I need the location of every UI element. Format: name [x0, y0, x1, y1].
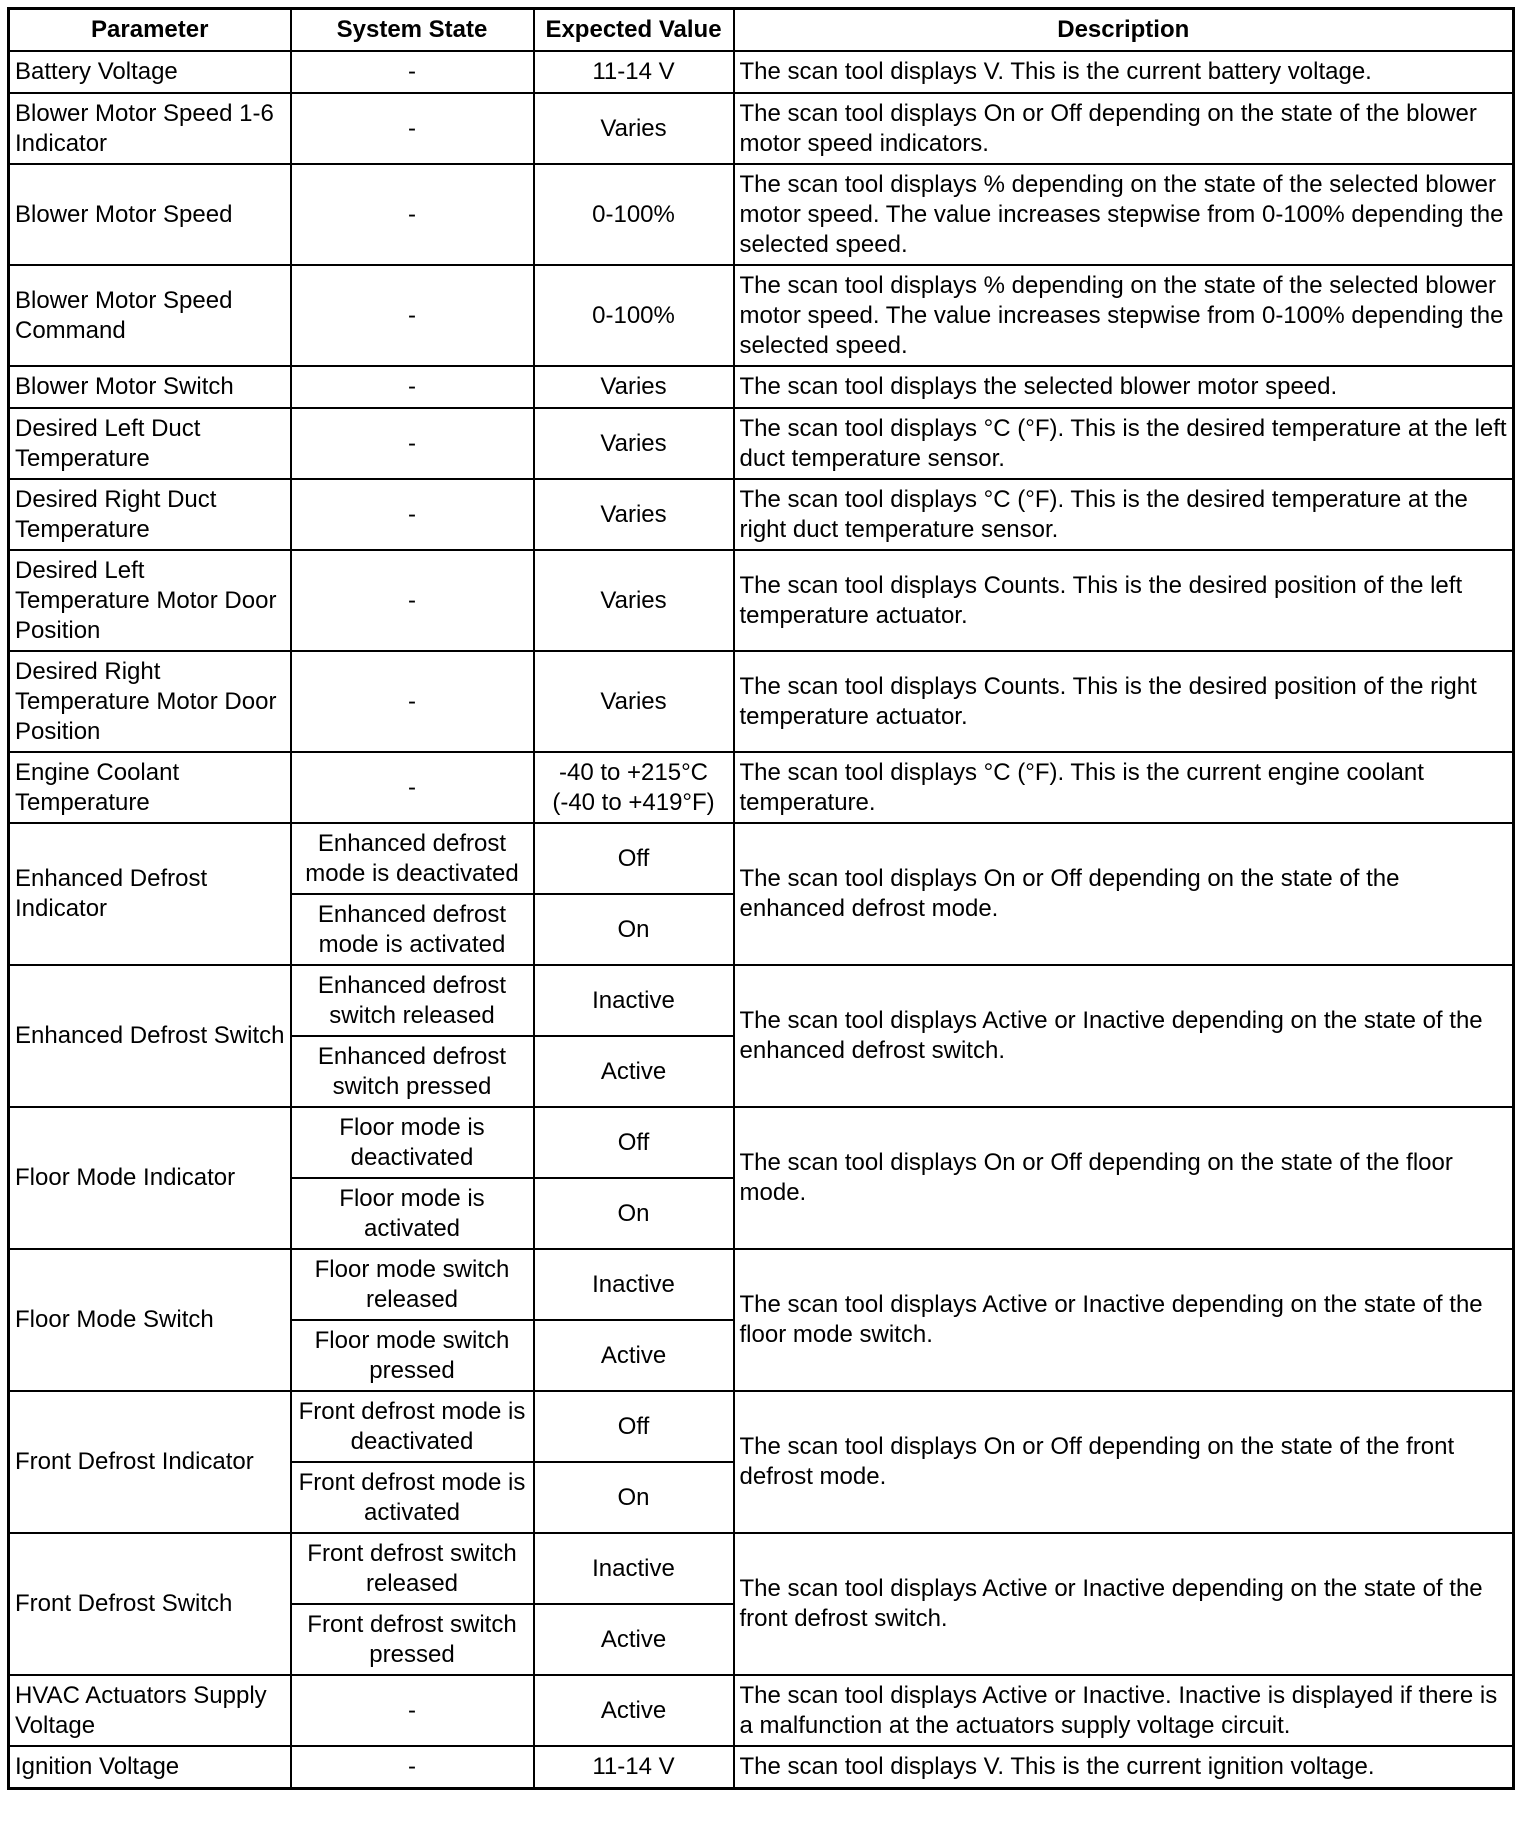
expected-value-cell: Inactive [534, 1249, 734, 1320]
description-cell: The scan tool displays Active or Inactive depending on the state of the front defrost switch. [734, 1533, 1514, 1675]
expected-value-cell: On [534, 1462, 734, 1533]
system-state-cell: Enhanced defrost mode is deactivated [291, 823, 534, 894]
description-cell: The scan tool displays °C (°F). This is the current engine coolant temperature. [734, 752, 1514, 823]
system-state-cell: Enhanced defrost mode is activated [291, 894, 534, 965]
parameter-cell: Enhanced Defrost Indicator [9, 823, 291, 965]
expected-value-cell: Active [534, 1036, 734, 1107]
description-cell: The scan tool displays the selected blower motor speed. [734, 366, 1514, 408]
system-state-cell: - [291, 265, 534, 366]
expected-value-cell: 0-100% [534, 265, 734, 366]
description-cell: The scan tool displays °C (°F). This is the desired temperature at the right duct temperature sensor. [734, 479, 1514, 550]
table-row [9, 1249, 1514, 1320]
system-state-cell: - [291, 93, 534, 164]
description-cell: The scan tool displays % depending on the state of the selected blower motor speed. The value increases stepwise from 0-100% depending the selected speed. [734, 164, 1514, 265]
table-row [9, 1533, 1514, 1604]
expected-value-cell: On [534, 894, 734, 965]
expected-value-cell: Varies [534, 479, 734, 550]
table-row [9, 965, 1514, 1036]
expected-value-cell: Active [534, 1320, 734, 1391]
header-system-state: System State [291, 9, 534, 52]
expected-value-cell: Varies [534, 93, 734, 164]
parameter-cell: Front Defrost Switch [9, 1533, 291, 1675]
description-cell: The scan tool displays V. This is the current ignition voltage. [734, 1746, 1514, 1789]
table-row [9, 408, 1514, 479]
table-row [9, 93, 1514, 164]
description-cell: The scan tool displays % depending on the state of the selected blower motor speed. The value increases stepwise from 0-100% depending the selected speed. [734, 265, 1514, 366]
description-cell: The scan tool displays V. This is the current battery voltage. [734, 51, 1514, 93]
table-row [9, 164, 1514, 265]
parameter-cell: Desired Right Duct Temperature [9, 479, 291, 550]
parameter-cell: Front Defrost Indicator [9, 1391, 291, 1533]
system-state-cell: Front defrost mode is deactivated [291, 1391, 534, 1462]
description-cell: The scan tool displays °C (°F). This is the desired temperature at the left duct temperature sensor. [734, 408, 1514, 479]
description-cell: The scan tool displays Counts. This is the desired position of the right temperature actuator. [734, 651, 1514, 752]
system-state-cell: - [291, 651, 534, 752]
expected-value-cell: Varies [534, 366, 734, 408]
system-state-cell: - [291, 752, 534, 823]
system-state-cell: - [291, 366, 534, 408]
parameter-cell: Blower Motor Switch [9, 366, 291, 408]
system-state-cell: Front defrost switch pressed [291, 1604, 534, 1675]
description-cell: The scan tool displays On or Off depending on the state of the floor mode. [734, 1107, 1514, 1249]
system-state-cell: - [291, 408, 534, 479]
expected-value-cell: Varies [534, 408, 734, 479]
table-row [9, 651, 1514, 752]
expected-value-cell: Active [534, 1604, 734, 1675]
table-row [9, 752, 1514, 823]
header-parameter: Parameter [9, 9, 291, 52]
system-state-cell: - [291, 479, 534, 550]
expected-value-cell: Off [534, 1391, 734, 1462]
system-state-cell: Floor mode switch pressed [291, 1320, 534, 1391]
parameter-cell: Desired Left Duct Temperature [9, 408, 291, 479]
parameter-cell: Desired Left Temperature Motor Door Position [9, 550, 291, 651]
table-row [9, 265, 1514, 366]
parameter-cell: Engine Coolant Temperature [9, 752, 291, 823]
expected-value-cell: Active [534, 1675, 734, 1746]
parameter-cell: Blower Motor Speed [9, 164, 291, 265]
expected-value-cell: Inactive [534, 965, 734, 1036]
table-row [9, 823, 1514, 894]
parameter-cell: Floor Mode Switch [9, 1249, 291, 1391]
expected-value-cell: Varies [534, 651, 734, 752]
table-row [9, 1746, 1514, 1789]
system-state-cell: - [291, 1675, 534, 1746]
system-state-cell: Enhanced defrost switch pressed [291, 1036, 534, 1107]
description-cell: The scan tool displays Counts. This is the desired position of the left temperature actuator. [734, 550, 1514, 651]
table-row [9, 479, 1514, 550]
description-cell: The scan tool displays Active or Inactive depending on the state of the enhanced defrost switch. [734, 965, 1514, 1107]
expected-value-cell: Off [534, 823, 734, 894]
expected-value-cell: Varies [534, 550, 734, 651]
header-description: Description [734, 9, 1514, 52]
expected-value-cell: On [534, 1178, 734, 1249]
system-state-cell: Front defrost mode is activated [291, 1462, 534, 1533]
expected-value-cell: 11-14 V [534, 1746, 734, 1789]
expected-value-cell: Inactive [534, 1533, 734, 1604]
table-row [9, 1391, 1514, 1462]
system-state-cell: Enhanced defrost switch released [291, 965, 534, 1036]
system-state-cell: Floor mode switch released [291, 1249, 534, 1320]
system-state-cell: Floor mode is deactivated [291, 1107, 534, 1178]
system-state-cell: - [291, 1746, 534, 1789]
system-state-cell: Front defrost switch released [291, 1533, 534, 1604]
description-cell: The scan tool displays On or Off depending on the state of the blower motor speed indicators. [734, 93, 1514, 164]
system-state-cell: - [291, 51, 534, 93]
description-cell: The scan tool displays On or Off depending on the state of the front defrost mode. [734, 1391, 1514, 1533]
scan-tool-data-table [7, 7, 1515, 1790]
parameter-cell: Ignition Voltage [9, 1746, 291, 1789]
parameter-cell: Battery Voltage [9, 51, 291, 93]
table-row [9, 1675, 1514, 1746]
expected-value-cell: 11-14 V [534, 51, 734, 93]
system-state-cell: - [291, 550, 534, 651]
table-row [9, 366, 1514, 408]
parameter-cell: HVAC Actuators Supply Voltage [9, 1675, 291, 1746]
parameter-cell: Blower Motor Speed 1-6 Indicator [9, 93, 291, 164]
description-cell: The scan tool displays On or Off depending on the state of the enhanced defrost mode. [734, 823, 1514, 965]
system-state-cell: - [291, 164, 534, 265]
parameter-cell: Blower Motor Speed Command [9, 265, 291, 366]
description-cell: The scan tool displays Active or Inactive depending on the state of the floor mode switch. [734, 1249, 1514, 1391]
header-expected-value: Expected Value [534, 9, 734, 52]
table-row [9, 1107, 1514, 1178]
table-row [9, 51, 1514, 93]
description-cell: The scan tool displays Active or Inactive. Inactive is displayed if there is a malfunction at the actuators supply voltage circuit. [734, 1675, 1514, 1746]
system-state-cell: Floor mode is activated [291, 1178, 534, 1249]
parameter-cell: Enhanced Defrost Switch [9, 965, 291, 1107]
expected-value-cell: -40 to +215°C (-40 to +419°F) [534, 752, 734, 823]
expected-value-cell: Off [534, 1107, 734, 1178]
table-row [9, 550, 1514, 651]
expected-value-cell: 0-100% [534, 164, 734, 265]
document-page [7, 7, 1515, 1790]
parameter-cell: Floor Mode Indicator [9, 1107, 291, 1249]
header-row [9, 9, 1514, 52]
parameter-cell: Desired Right Temperature Motor Door Position [9, 651, 291, 752]
